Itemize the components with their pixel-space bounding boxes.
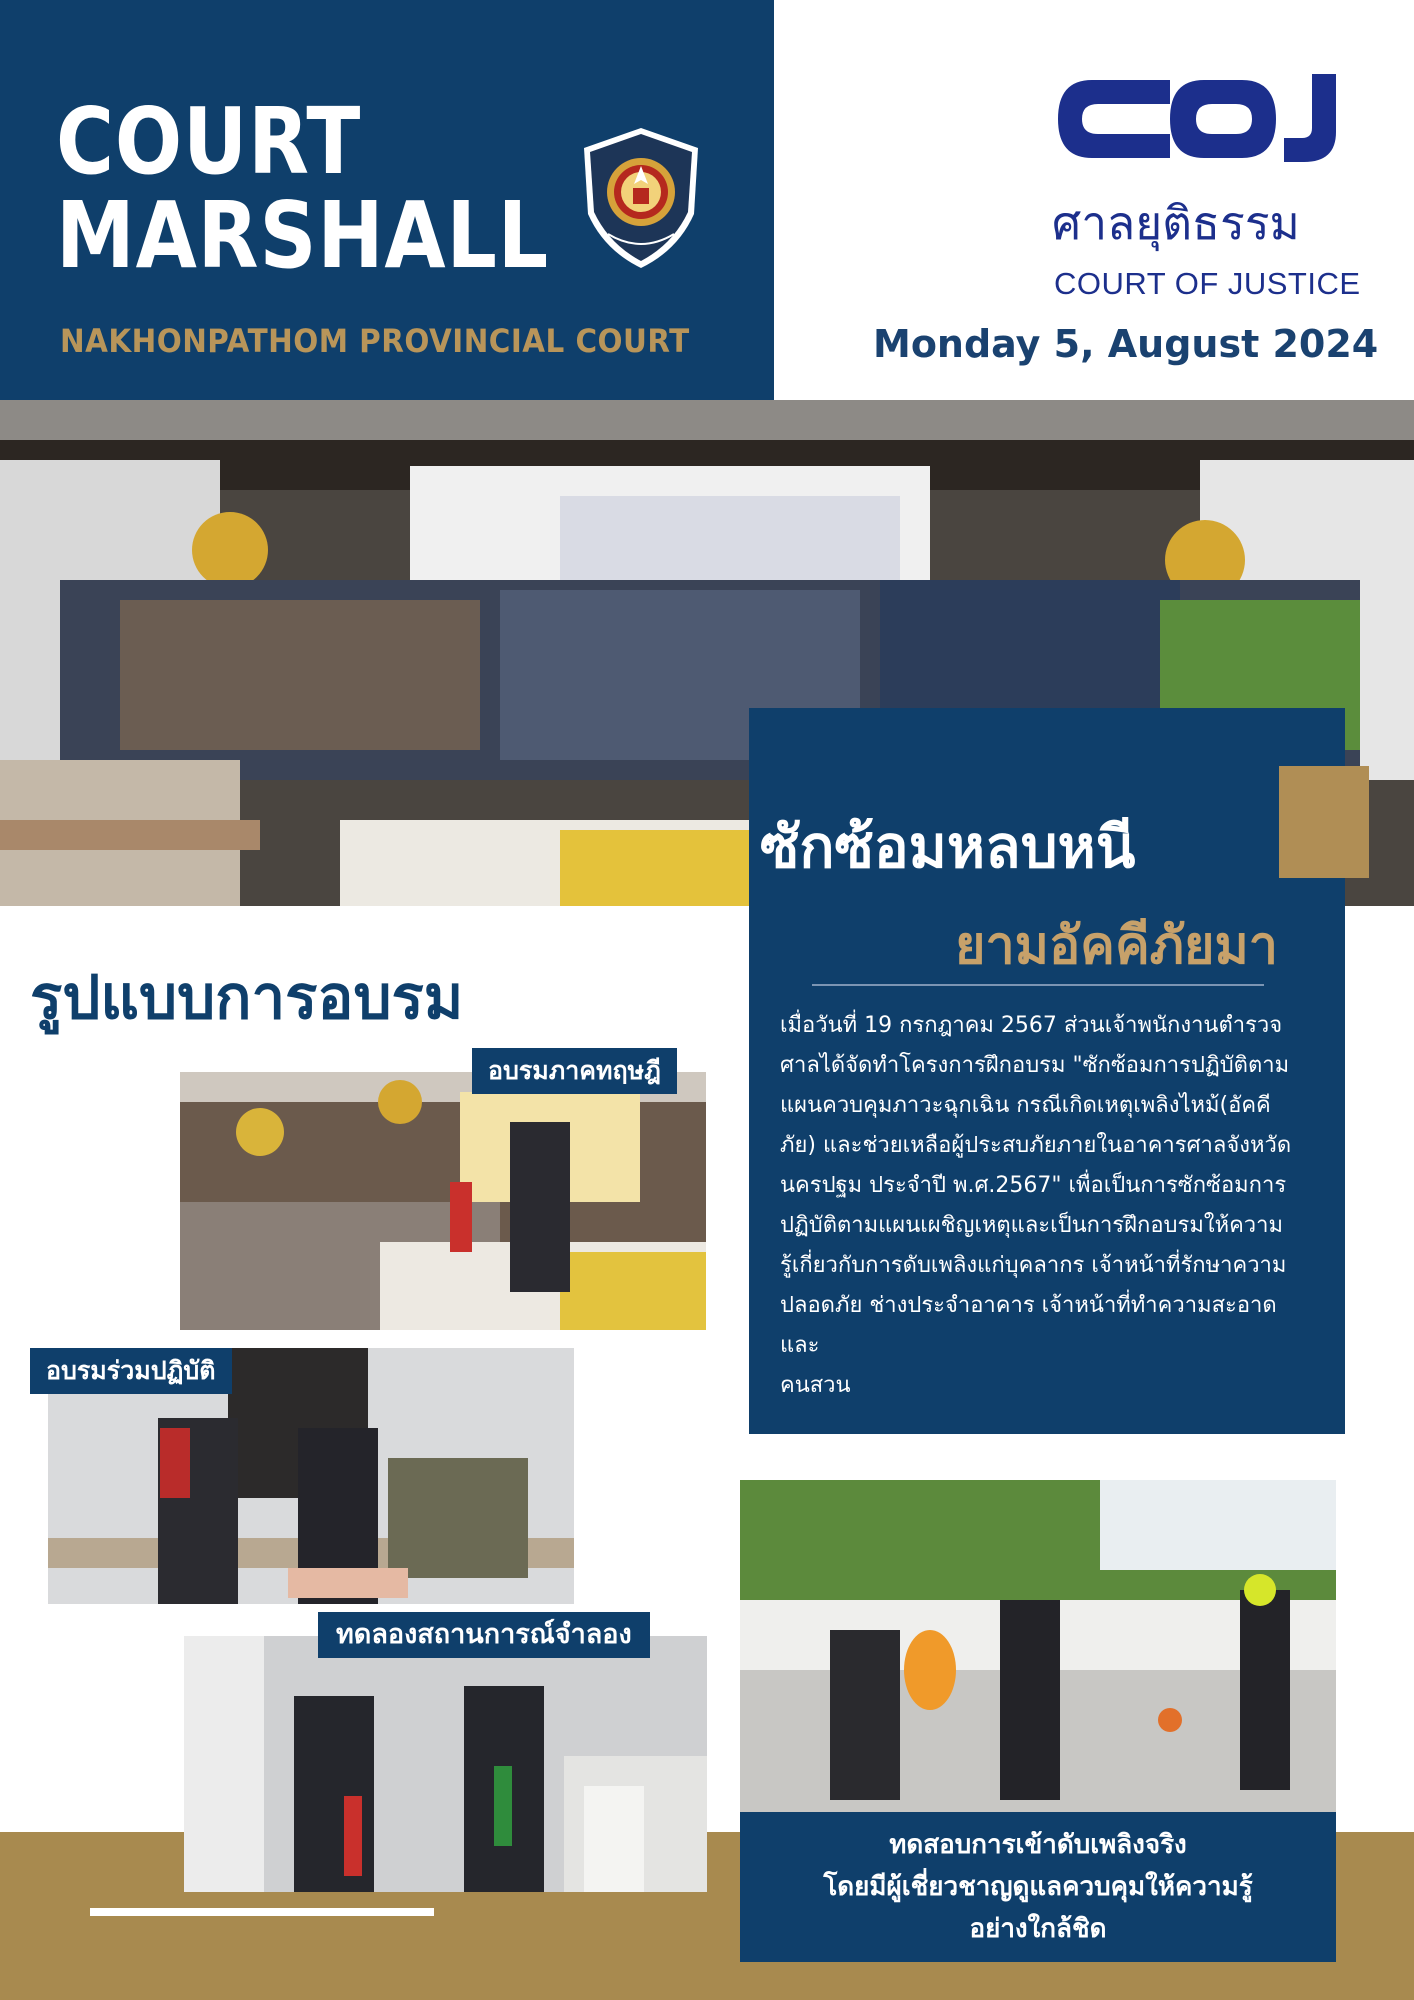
fire-caption-line: ทดสอบการเข้าดับเพลิงจริง bbox=[889, 1830, 1187, 1860]
article-body-line: ภัย) และช่วยเหลือผู้ประสบภัยภายในอาคารศาลจังหวัด bbox=[780, 1133, 1292, 1158]
training-section-title: รูปแบบการอบรม bbox=[30, 963, 464, 1033]
shield-emblem-icon bbox=[578, 126, 704, 270]
simulation-photo bbox=[184, 1636, 707, 1892]
masthead-subtitle: NAKHONPATHOM PROVINCIAL COURT bbox=[60, 322, 690, 360]
logo-thai-name: ศาลยุติธรรม bbox=[1052, 196, 1300, 250]
theory-training-photo bbox=[180, 1072, 706, 1330]
article-body-line: นครปฐม ประจำปี พ.ศ.2567" เพื่อเป็นการซักซ้อมการ bbox=[780, 1173, 1287, 1198]
fire-caption-line: โดยมีผู้เชี่ยวชาญดูแลควบคุมให้ความรู้ bbox=[823, 1872, 1253, 1902]
article-body-line: คนสวน bbox=[780, 1373, 851, 1398]
article-body-line: เมื่อวันที่ 19 กรกฎาคม 2567 ส่วนเจ้าพนักงานตำรวจ bbox=[780, 1013, 1283, 1038]
masthead-title-line2: MARSHALL bbox=[56, 182, 550, 289]
label-simulation: ทดลองสถานการณ์จำลอง bbox=[318, 1612, 650, 1658]
fire-drill-photo bbox=[740, 1480, 1336, 1812]
label-practical-training: อบรมร่วมปฏิบัติ bbox=[30, 1348, 232, 1394]
white-accent-stripe bbox=[90, 1908, 434, 1916]
article-body-line: ปลอดภัย ช่างประจำอาคาร เจ้าหน้าที่ทำความสะอาดและ bbox=[780, 1293, 1277, 1358]
article-body-line: ปฏิบัติตามแผนเผชิญเหตุและเป็นการฝึกอบรมให้ความ bbox=[780, 1213, 1284, 1238]
logo-english-name: COURT OF JUSTICE bbox=[1054, 266, 1361, 301]
issue-date: Monday 5, August 2024 bbox=[873, 322, 1379, 366]
fire-caption bbox=[740, 1824, 1336, 1950]
article-body bbox=[780, 1006, 1312, 1406]
article-divider bbox=[812, 984, 1264, 986]
article-headline-line2: ยามอัคคีภัยมา bbox=[955, 916, 1278, 976]
article-body-line: รู้เกี่ยวกับการดับเพลิงแก่บุคลากร เจ้าหน้าที่รักษาความ bbox=[780, 1253, 1287, 1278]
masthead-title-line1: COURT bbox=[56, 88, 362, 195]
article-body-line: ศาลได้จัดทำโครงการฝึกอบรม "ซักซ้อมการปฏิบัติตาม bbox=[780, 1053, 1290, 1078]
article-body-line: แผนควบคุมภาวะฉุกเฉิน กรณีเกิดเหตุเพลิงไหม้(อัคคี bbox=[780, 1093, 1271, 1118]
coj-logo-icon bbox=[1052, 74, 1352, 164]
label-theory-training: อบรมภาคทฤษฎี bbox=[472, 1048, 677, 1094]
gold-accent-square bbox=[1279, 766, 1369, 878]
article-headline-line1: ซักซ้อมหลบหนี bbox=[760, 813, 1136, 881]
fire-caption-line: อย่างใกล้ชิด bbox=[969, 1914, 1107, 1944]
